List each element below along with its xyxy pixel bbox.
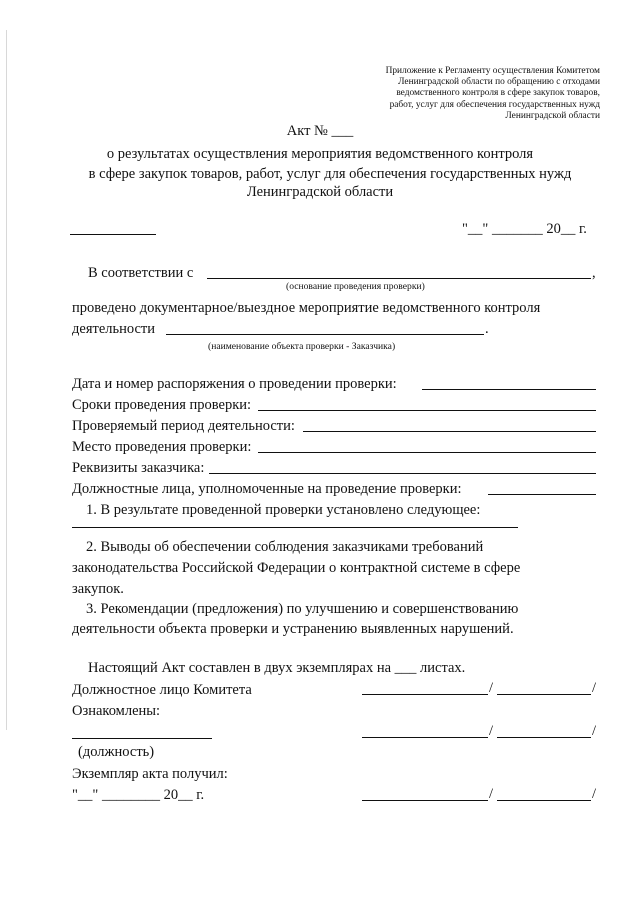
appendix-note — [340, 66, 600, 122]
object-hint: (наименование объекта проверки - Заказчика) — [208, 341, 396, 352]
position-hint: (должность) — [78, 744, 155, 760]
appendix-line: ведомственного контроля в сфере закупок товаров, — [396, 88, 600, 99]
field-place-line — [258, 452, 596, 453]
conducted-line: проведено документарное/выездное мероприятие ведомственного контроля — [72, 300, 541, 316]
basis-hint: (основание проведения проверки) — [286, 281, 425, 292]
position-blank-line — [72, 738, 212, 739]
conducted-label: деятельности — [72, 321, 156, 337]
basis-blank-line — [207, 278, 591, 279]
received-date: "__" ________ 20__ г. — [72, 787, 205, 803]
field-requisites-line — [209, 473, 596, 474]
act-date: "__" _______ 20__ г. — [462, 221, 587, 237]
appendix-line: Приложение к Регламенту осуществления Комитетом — [385, 66, 600, 76]
acquainted-slash-2: / — [592, 723, 597, 739]
official-slash-2: / — [592, 680, 597, 696]
act-number-title: Акт № ___ — [286, 123, 354, 139]
acquainted-signature-line — [362, 737, 488, 738]
point-2-line-1: 2. Выводы об обеспечении соблюдения заказчиками требований — [86, 539, 484, 555]
point-1-line — [72, 527, 518, 528]
field-period-line — [303, 431, 596, 432]
received-slash-1: / — [489, 786, 494, 802]
official-label: Должностное лицо Комитета — [72, 682, 252, 698]
object-blank-line — [166, 334, 484, 335]
field-order-label: Дата и номер распоряжения о проведении проверки: — [72, 376, 397, 392]
act-subtitle-line-3: Ленинградской области — [246, 184, 394, 200]
acquainted-slash-1: / — [489, 723, 494, 739]
field-dates-label: Сроки проведения проверки: — [72, 397, 252, 413]
act-subtitle-line-1: о результатах осуществления мероприятия ведомственного контроля — [106, 146, 534, 162]
appendix-line: Ленинградской области — [505, 110, 600, 121]
field-order-line — [422, 389, 596, 390]
appendix-line: Ленинградской области по обращению с отходами — [398, 77, 600, 88]
official-name-line — [497, 694, 591, 695]
field-period-label: Проверяемый период деятельности: — [72, 418, 295, 434]
act-subtitle-line-2: в сфере закупок товаров, работ, услуг для обеспечения государственных нужд — [88, 166, 572, 182]
field-officials-label: Должностные лица, уполномоченные на проведение проверки: — [72, 481, 462, 497]
basis-label: В соответствии с — [88, 265, 194, 281]
copies-statement: Настоящий Акт составлен в двух экземплярах на ___ листах. — [88, 660, 466, 676]
basis-comma: , — [592, 265, 596, 281]
acquainted-label: Ознакомлены: — [72, 703, 161, 719]
field-officials-line — [488, 494, 596, 495]
point-3-line-1: 3. Рекомендации (предложения) по улучшению и совершенствованию — [86, 601, 519, 617]
field-place-label: Место проведения проверки: — [72, 439, 252, 455]
acquainted-name-line — [497, 737, 591, 738]
point-2-line-3: закупок. — [72, 581, 124, 597]
field-dates-line — [258, 410, 596, 411]
point-1-text: 1. В результате проведенной проверки установлено следующее: — [86, 502, 481, 518]
point-2-line-2: законодательства Российской Федерации о контрактной системе в сфере — [72, 560, 521, 576]
official-slash-1: / — [489, 680, 494, 696]
place-blank-line — [70, 234, 156, 235]
received-label: Экземпляр акта получил: — [72, 766, 228, 782]
received-name-line — [497, 800, 591, 801]
point-3-line-2: деятельности объекта проверки и устранению выявленных нарушений. — [72, 621, 514, 637]
field-requisites-label: Реквизиты заказчика: — [72, 460, 205, 476]
conducted-period: . — [485, 321, 489, 337]
received-slash-2: / — [592, 786, 597, 802]
official-signature-line — [362, 694, 488, 695]
appendix-line: работ, услуг для обеспечения государственных нужд — [389, 99, 600, 110]
received-signature-line — [362, 800, 488, 801]
